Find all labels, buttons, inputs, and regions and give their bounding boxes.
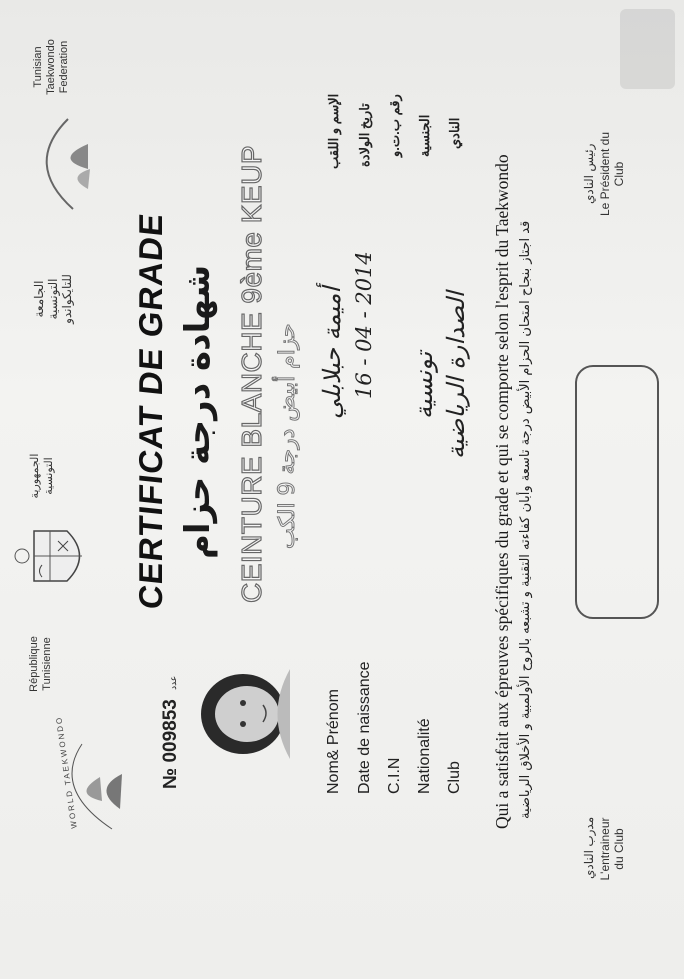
belt-fr: CEINTURE BLANCHE 9ème KEUP bbox=[236, 144, 267, 603]
president-signature-label-ar: رئيس النادي bbox=[582, 143, 596, 204]
coat-of-arms-icon bbox=[12, 521, 97, 591]
field-label-fr: Club bbox=[446, 761, 463, 794]
field-label-fr: C.I.N bbox=[386, 757, 403, 794]
federation-ar: الجامعة التونسية للتايكواندو bbox=[32, 274, 74, 324]
field-label-ar: تاريخ الولادة bbox=[357, 103, 372, 167]
federation-en: Tunisian Taekwondo Federation bbox=[32, 39, 70, 95]
field-label-ar: الجنسية bbox=[417, 114, 432, 157]
statement-fr: Qui a satisfait aux épreuves spécifiques du grade et qui se comporte selon l'esprit du Taekwondo bbox=[492, 154, 512, 829]
student-portrait-icon bbox=[195, 649, 290, 779]
world-taekwondo-logo bbox=[42, 715, 137, 849]
world-logo-text: WORLD TAEKWONDO bbox=[54, 715, 79, 830]
federation-logo bbox=[28, 109, 108, 219]
field-value: تونسية bbox=[410, 351, 438, 419]
field-label-ar: رقم ب.ت.و bbox=[387, 94, 402, 157]
coach-signature-label-ar: مدرب النادي bbox=[582, 816, 596, 879]
field-label-ar: الإسم و اللقب bbox=[326, 93, 341, 169]
federation-emblem-icon bbox=[28, 109, 108, 219]
republic-fr: République Tunisienne bbox=[28, 636, 53, 692]
certificate-number: № 009853 عدد bbox=[160, 675, 181, 789]
field-label-fr: Date de naissance bbox=[356, 661, 373, 794]
faded-stamp bbox=[620, 9, 675, 89]
field-value: 16 - 04 - 2014 bbox=[352, 251, 376, 399]
title-ar: شهادة درجة حزام bbox=[178, 264, 218, 559]
republic-ar: الجمهورية التونسية bbox=[29, 453, 55, 499]
student-photo bbox=[195, 649, 290, 779]
title-fr: CERTIFICAT DE GRADE bbox=[132, 210, 169, 611]
field-value: أميمة حبلابلي bbox=[318, 286, 346, 419]
coach-signature-label-fr: L'entraineur du Club bbox=[598, 817, 626, 881]
field-label-fr: Nationalité bbox=[416, 718, 433, 794]
field-value: الصدارة الرياضية bbox=[442, 291, 470, 459]
belt-ar: حزام أبيض درجة 9 الكب bbox=[275, 323, 300, 549]
president-signature-label-fr: Le Président du Club bbox=[598, 131, 626, 217]
stamp-box bbox=[575, 365, 659, 619]
statement-ar: قد اجتاز بنجاح امتحان الحزام الأبيض درجة تاسعة وأبان كفاءته التقنية و تشبعه بالروح الأولمبية و الأخلاق الرياضية bbox=[518, 220, 533, 819]
world-taekwondo-emblem-icon bbox=[42, 729, 137, 849]
field-label-ar: النادي bbox=[447, 117, 462, 149]
coat-of-arms bbox=[12, 521, 97, 591]
field-label-fr: Nom& Prénom bbox=[325, 689, 342, 794]
